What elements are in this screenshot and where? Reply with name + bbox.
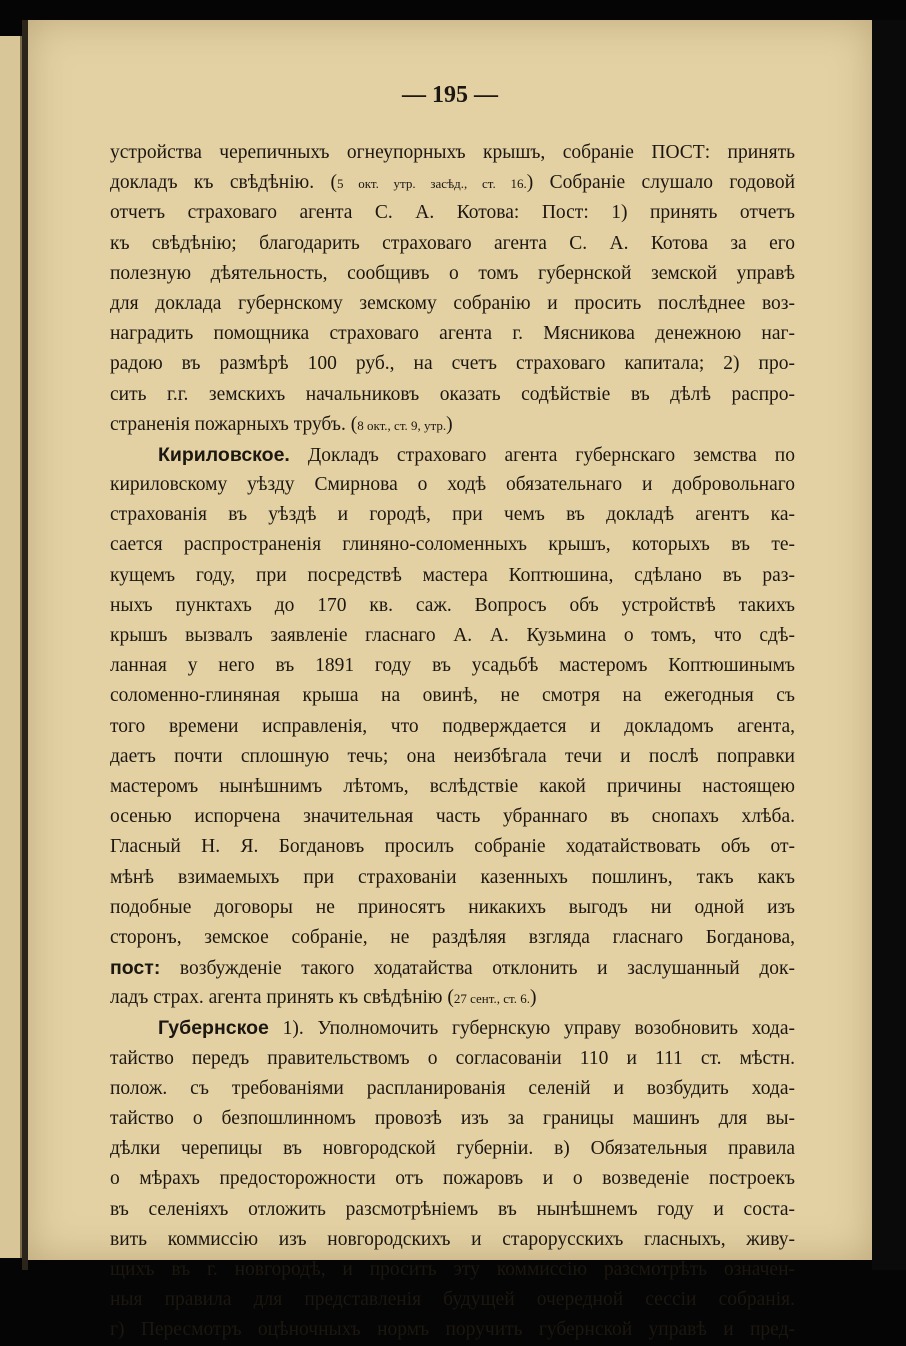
- text-segment: страненія пожарныхъ трубъ. (: [110, 413, 358, 435]
- text-line: крышъ вызвалъ заявленіе гласнаго А. А. Кузьмина о томъ, что сдѣ-: [110, 625, 795, 646]
- text-line: сается распространенія глиняно-соломенныхъ крышъ, которыхъ въ те-: [110, 534, 795, 556]
- text-line: къ свѣдѣнію; благодарить страховаго агента С. А. Котова за его: [110, 232, 795, 254]
- text-line: полож. съ требованіями распланированія селеній и возбудить хода-: [110, 1077, 795, 1099]
- section-heading: Кириловское.: [158, 443, 290, 466]
- text-line: тайство передъ правительствомъ о согласованіи 110 и 111 ст. мѣстн.: [110, 1047, 795, 1069]
- citation-reference: 8 окт., ст. 9, утр.: [357, 417, 447, 433]
- text-segment: ): [446, 413, 453, 435]
- text-segment: Докладъ страховаго агента губернскаго земства по: [289, 444, 795, 466]
- text-line: того времени исправленія, что подверждается и докладомъ агента,: [110, 715, 795, 737]
- text-line: ланная у него въ 1891 году въ усадьбѣ мастеромъ Коптюшинымъ: [110, 655, 795, 677]
- text-segment: ладъ страх. агента принять къ свѣдѣнію (: [110, 987, 454, 1009]
- text-line: сторонъ, земское собраніе, не раздѣляя взгляда гласнаго Богданова,: [110, 926, 795, 948]
- text-line: въ селеніяхъ отложить разсмотрѣніемъ въ нынѣшнемъ году и соста-: [110, 1198, 795, 1220]
- text-line: отчетъ страховаго агента С. А. Котова: Пост: 1) принять отчетъ: [110, 202, 795, 224]
- text-line: [110, 168, 795, 198]
- text-segment: ): [529, 987, 537, 1009]
- text-line: ныя правила для представленія будущей очередной сессіи собранія.: [110, 1289, 795, 1311]
- text-line: сить г.г. земскихъ начальниковъ оказать содѣйствіе въ дѣлѣ распро-: [110, 383, 795, 405]
- text-line: [110, 953, 795, 983]
- text-line: [110, 1013, 795, 1043]
- text-line: радою въ размѣрѣ 100 руб., на счетъ страховаго капитала; 2) про-: [110, 353, 795, 375]
- text-line: щихъ въ г. новгородѣ, и просить эту коммиссію разсмотрѣть означен-: [110, 1258, 795, 1280]
- text-line: г) Пересмотръ оцѣночныхъ нормъ поручить губернской управѣ и пред-: [110, 1319, 795, 1341]
- text-line: мастеромъ нынѣшнимъ лѣтомъ, вслѣдствіе какой причины настоящею: [110, 775, 795, 797]
- section-heading: Губернское: [158, 1017, 269, 1040]
- text-line: кириловскому уѣзду Смирнова о ходѣ обязательнаго и добровольнаго: [110, 474, 795, 496]
- text-line: вить коммиссію изъ новгородскихъ и старорусскихъ гласныхъ, живу-: [110, 1228, 795, 1250]
- text-line: ныхъ пунктахъ до 170 кв. саж. Вопросъ объ устройствѣ такихъ: [110, 594, 795, 616]
- text-segment: ) Собраніе слушало годовой: [526, 172, 796, 194]
- text-line: наградить помощника страховаго агента г. Мясникова денежною наг-: [110, 323, 795, 345]
- text-line: устройства черепичныхъ огнеупорныхъ крышъ, собраніе ПОСТ: принять: [110, 142, 795, 163]
- text-line: [110, 440, 795, 470]
- text-line: для доклада губернскому земскому собранію и просить послѣднее воз-: [110, 292, 795, 314]
- book-page: [28, 20, 872, 1341]
- text-line: соломенно-глиняная крыша на овинѣ, не смотря на ежегодныя съ: [110, 685, 795, 707]
- resolution-label: пост:: [110, 957, 161, 980]
- text-segment: докладъ къ свѣдѣнію. (: [110, 172, 337, 194]
- text-line: Гласный Н. Я. Богдановъ просилъ собраніе ходатайствовать объ от-: [110, 836, 795, 858]
- text-line: дѣлки черепицы въ новгородской губерніи. в) Обязательныя правила: [110, 1138, 795, 1160]
- page-number: — 195 —: [402, 82, 498, 108]
- text-line: тайство о безпошлинномъ провозѣ изъ за границы машинъ для вы-: [110, 1108, 795, 1129]
- text-line: даетъ почти сплошную течь; она неизбѣгала течи и послѣ поправки: [110, 745, 795, 767]
- text-line: полезную дѣятельность, сообщивъ о томъ губернской земской управѣ: [110, 262, 795, 284]
- text-line: страхованія въ уѣздѣ и городѣ, при чемъ въ докладѣ агентъ ка-: [110, 504, 795, 526]
- previous-page-edge: [0, 36, 22, 1258]
- text-line: о мѣрахъ предосторожности отъ пожаровъ и о возведеніе построекъ: [110, 1168, 795, 1190]
- citation-reference: 5 окт. утр. засѣд., ст. 16.: [336, 176, 527, 192]
- scan-background: [872, 20, 906, 1270]
- text-line: мѣнѣ взимаемыхъ при страхованіи казенныхъ пошлинъ, такъ какъ: [110, 866, 795, 888]
- text-line: осенью испорчена значительная часть убраннаго въ снопахъ хлѣба.: [110, 806, 795, 828]
- text-segment: 1). Уполномочить губернскую управу возобновить хода-: [268, 1018, 795, 1040]
- page-body-text: [110, 138, 795, 1346]
- text-line: кущемъ году, при посредствѣ мастера Коптюшина, сдѣлано въ раз-: [110, 564, 795, 586]
- text-line: подобные договоры не приносятъ никакихъ выгодъ ни одной изъ: [110, 896, 795, 918]
- citation-reference: 27 сент., ст. 6.: [453, 991, 530, 1007]
- text-line: [110, 410, 795, 440]
- text-line: [110, 983, 795, 1013]
- text-segment: возбужденіе такого ходатайства отклонить и заслушанный док-: [160, 958, 795, 980]
